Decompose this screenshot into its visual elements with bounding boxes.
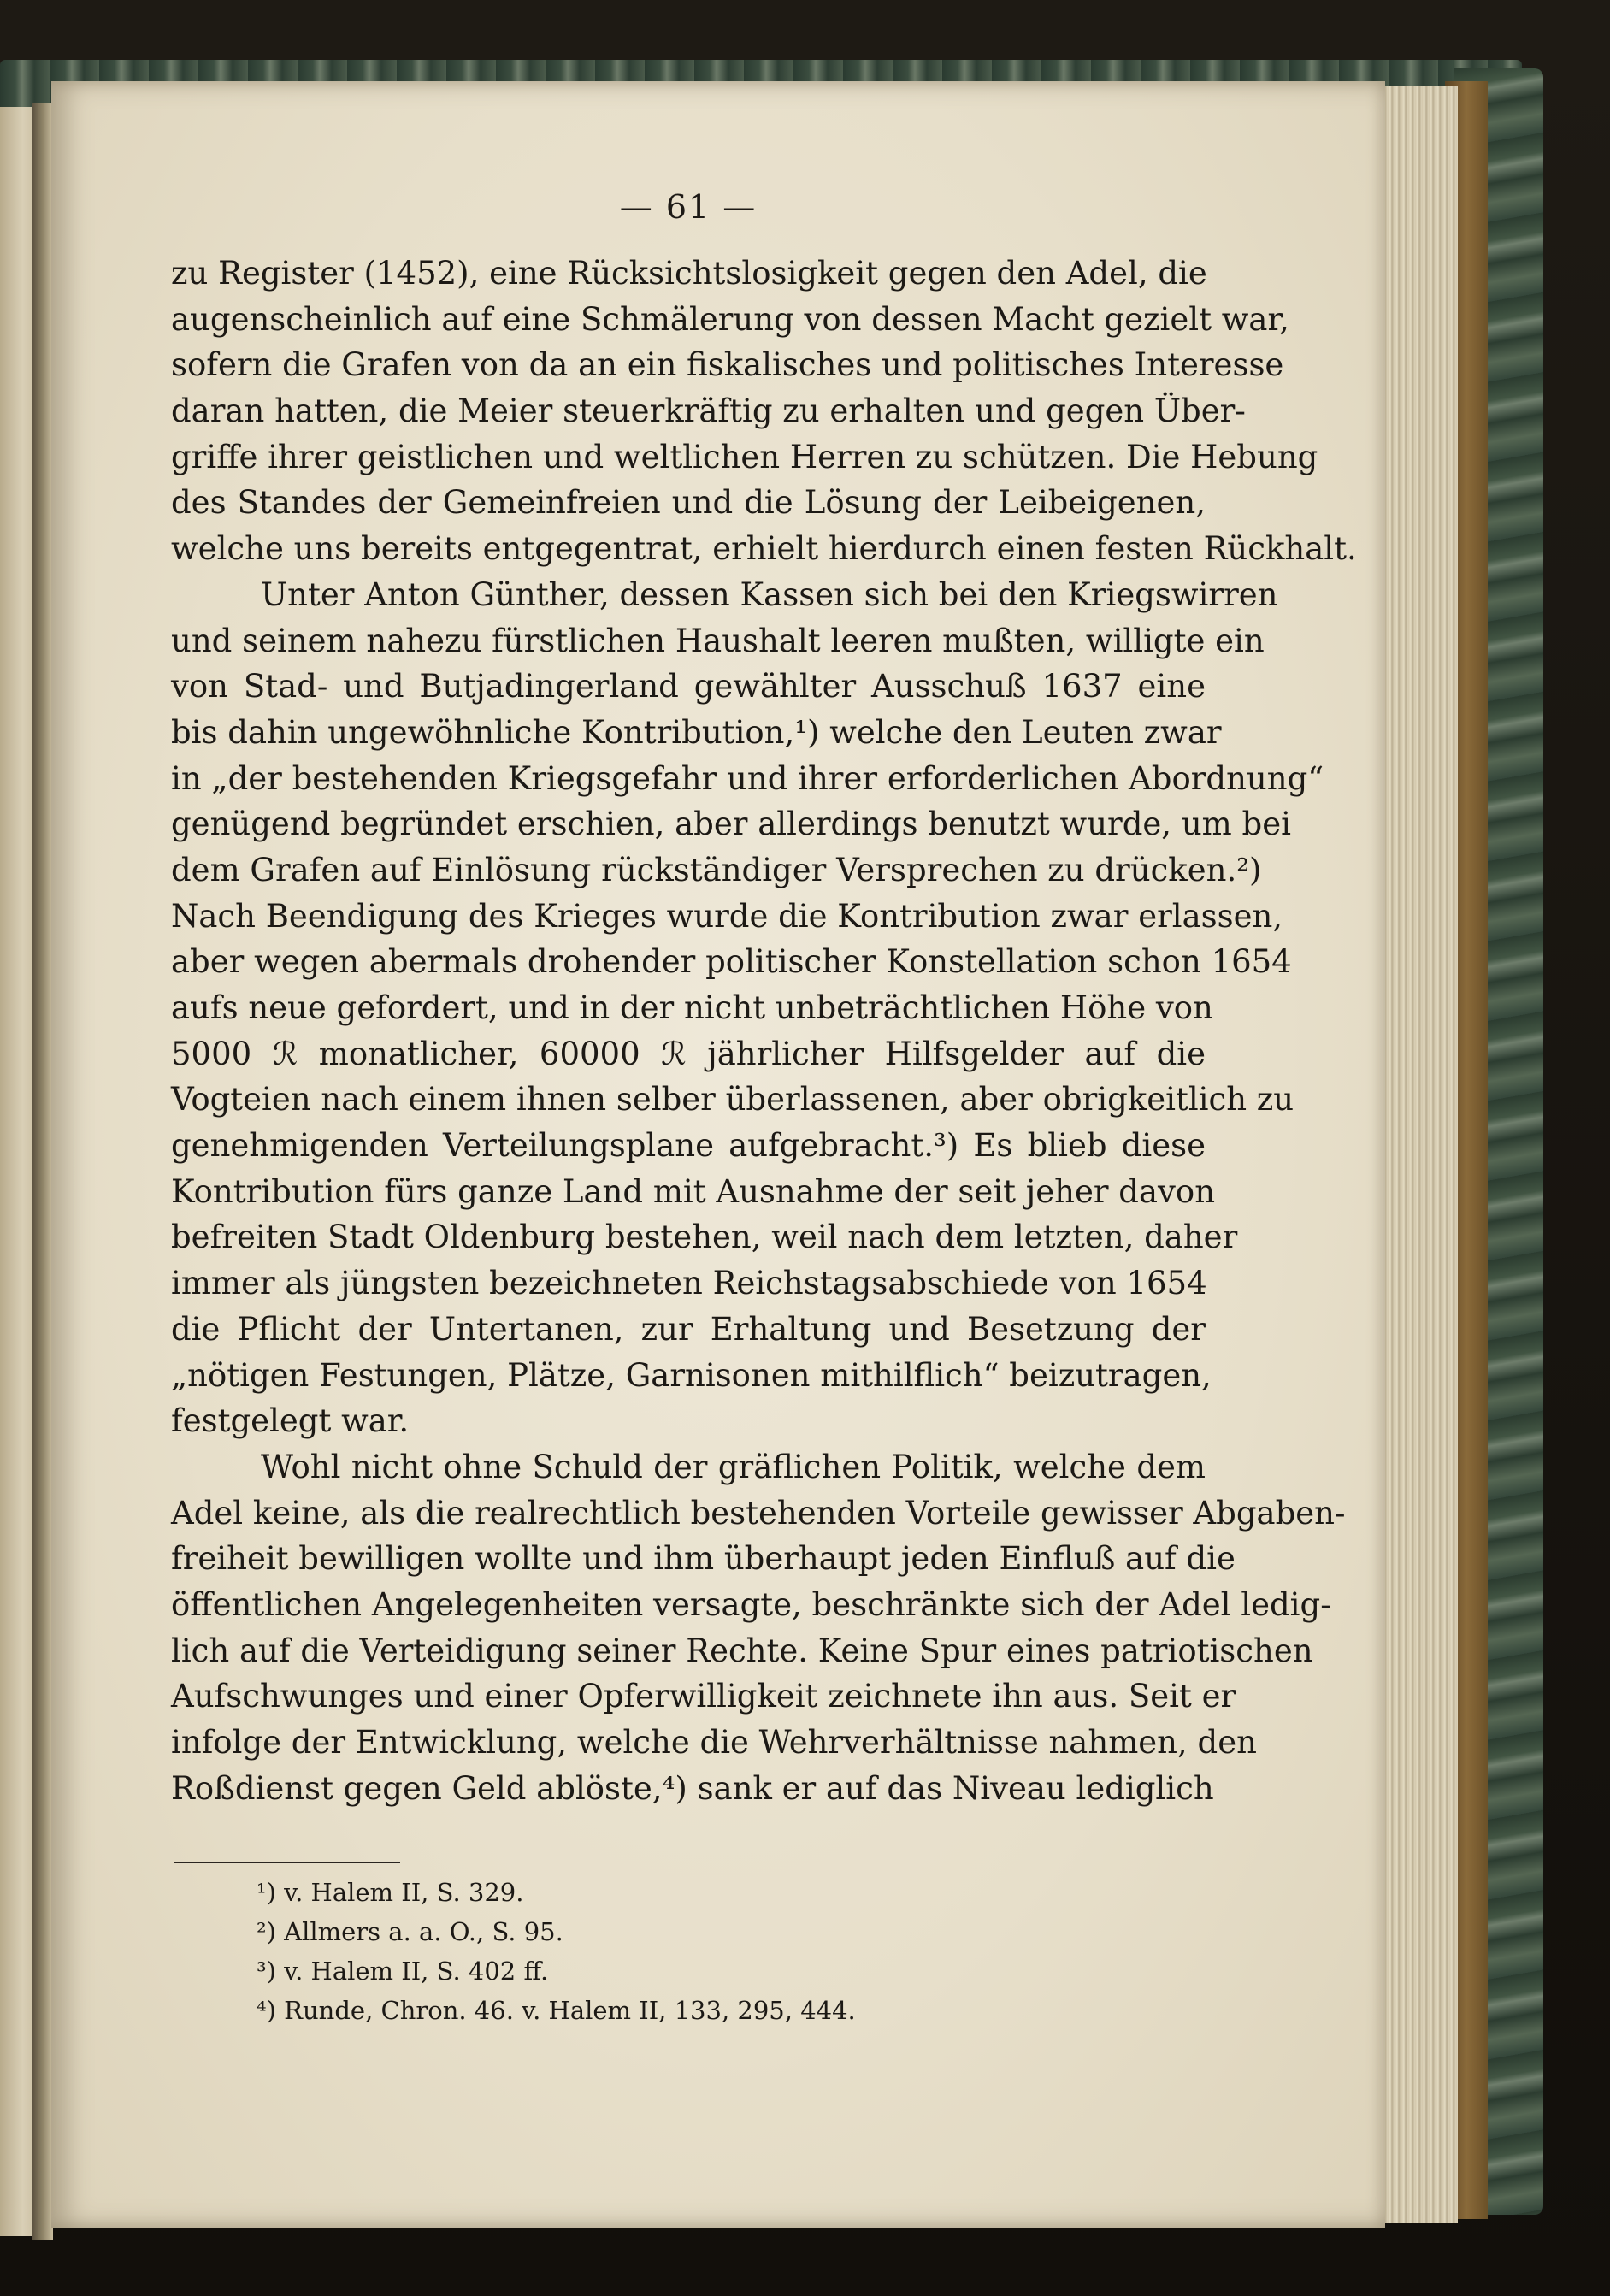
text-line: infolge der Entwicklung, welche die Wehrverhältnisse nahmen, den — [171, 1724, 1257, 1761]
text-line: augenscheinlich auf eine Schmälerung von dessen Macht gezielt war, — [171, 300, 1289, 338]
text-line: immer als jüngsten bezeichneten Reichstagsabschiede von 1654 — [171, 1265, 1207, 1302]
text-line: sofern die Grafen von da an ein fiskalisches und politisches Interesse — [171, 346, 1284, 384]
text-line: festgelegt war. — [171, 1402, 410, 1440]
text-line: von Stad- und Butjadingerland gewählter Ausschuß 1637 eine — [171, 668, 1206, 705]
text-line: zu Register (1452), eine Rücksichtslosigkeit gegen den Adel, die — [171, 255, 1207, 292]
page-stack-edges — [1381, 86, 1458, 2223]
text-line: genügend begründet erschien, aber allerdings benutzt wurde, um bei — [171, 806, 1291, 843]
text-line: öffentlichen Angelegenheiten versagte, beschränkte sich der Adel ledig- — [171, 1585, 1331, 1623]
text-line: bis dahin ungewöhnliche Kontribution,¹) welche den Leuten zwar — [171, 713, 1222, 751]
text-line: Aufschwunges und einer Opferwilligkeit zeichnete ihn aus. Seit er — [171, 1678, 1236, 1715]
text-line: dem Grafen auf Einlösung rückständiger Versprechen zu drücken.²) — [171, 851, 1262, 888]
text-line: Unter Anton Günther, dessen Kassen sich bei den Kriegswirren — [261, 575, 1278, 613]
text-line: Kontribution fürs ganze Land mit Ausnahme der seit jeher davon — [171, 1172, 1216, 1210]
footnote: ¹) v. Halem II, S. 329. — [257, 1878, 524, 1907]
text-line: „nötigen Festungen, Plätze, Garnisonen mithilflich“ beizutragen, — [171, 1356, 1212, 1394]
text-line: aufs neue gefordert, und in der nicht unbeträchtlichen Höhe von — [171, 989, 1213, 1026]
text-line: daran hatten, die Meier steuerkräftig zu erhalten und gegen Über- — [171, 393, 1246, 430]
text-line: griffe ihrer geistlichen und weltlichen Herren zu schützen. Die Hebung — [171, 438, 1318, 475]
footnote: ²) Allmers a. a. O., S. 95. — [257, 1917, 563, 1946]
text-line: Nach Beendigung des Krieges wurde die Kontribution zwar erlassen, — [171, 897, 1283, 935]
previous-page-edge — [0, 107, 32, 2236]
text-line: lich auf die Verteidigung seiner Rechte. Keine Spur eines patriotischen — [171, 1632, 1313, 1669]
text-line: des Standes der Gemeinfreien und die Lösung der Leibeigenen, — [171, 484, 1206, 522]
text-line: und seinem nahezu fürstlichen Haushalt leeren mußten, willigte ein — [171, 622, 1265, 659]
text-line: genehmigenden Verteilungsplane aufgebracht.³) Es blieb diese — [171, 1127, 1206, 1165]
text-line: Roßdienst gegen Geld ablöste,⁴) sank er auf das Niveau lediglich — [171, 1769, 1214, 1807]
text-line: Adel keine, als die realrechtlich bestehenden Vorteile gewisser Abgaben- — [171, 1494, 1346, 1532]
text-line: aber wegen abermals drohender politischer Konstellation schon 1654 — [171, 943, 1292, 981]
body-text — [171, 251, 1357, 1811]
page-number: — 61 — — [619, 188, 758, 226]
footnotes — [257, 1873, 1197, 2030]
text-line: die Pflicht der Untertanen, zur Erhaltung und Besetzung der — [171, 1310, 1206, 1348]
text-line: freiheit bewilligen wollte und ihm überhaupt jeden Einfluß auf die — [171, 1540, 1236, 1578]
text-line: befreiten Stadt Oldenburg bestehen, weil nach dem letzten, daher — [171, 1219, 1238, 1256]
text-line: in „der bestehenden Kriegsgefahr und ihrer erforderlichen Abordnung“ — [171, 759, 1324, 797]
text-line: Vogteien nach einem ihnen selber überlassenen, aber obrigkeitlich zu — [171, 1081, 1294, 1118]
footnote-rule — [174, 1862, 400, 1863]
footnote: ³) v. Halem II, S. 402 ff. — [257, 1957, 549, 1986]
footnote: ⁴) Runde, Chron. 46. v. Halem II, 133, 295, 444. — [257, 1996, 856, 2025]
text-line: welche uns bereits entgegentrat, erhielt hierdurch einen festen Rückhalt. — [171, 530, 1357, 568]
text-line: 5000 ℛ monatlicher, 60000 ℛ jährlicher Hilfsgelder auf die — [171, 1035, 1206, 1072]
book-gutter — [32, 103, 53, 2240]
text-line: Wohl nicht ohne Schuld der gräflichen Politik, welche dem — [261, 1448, 1206, 1485]
